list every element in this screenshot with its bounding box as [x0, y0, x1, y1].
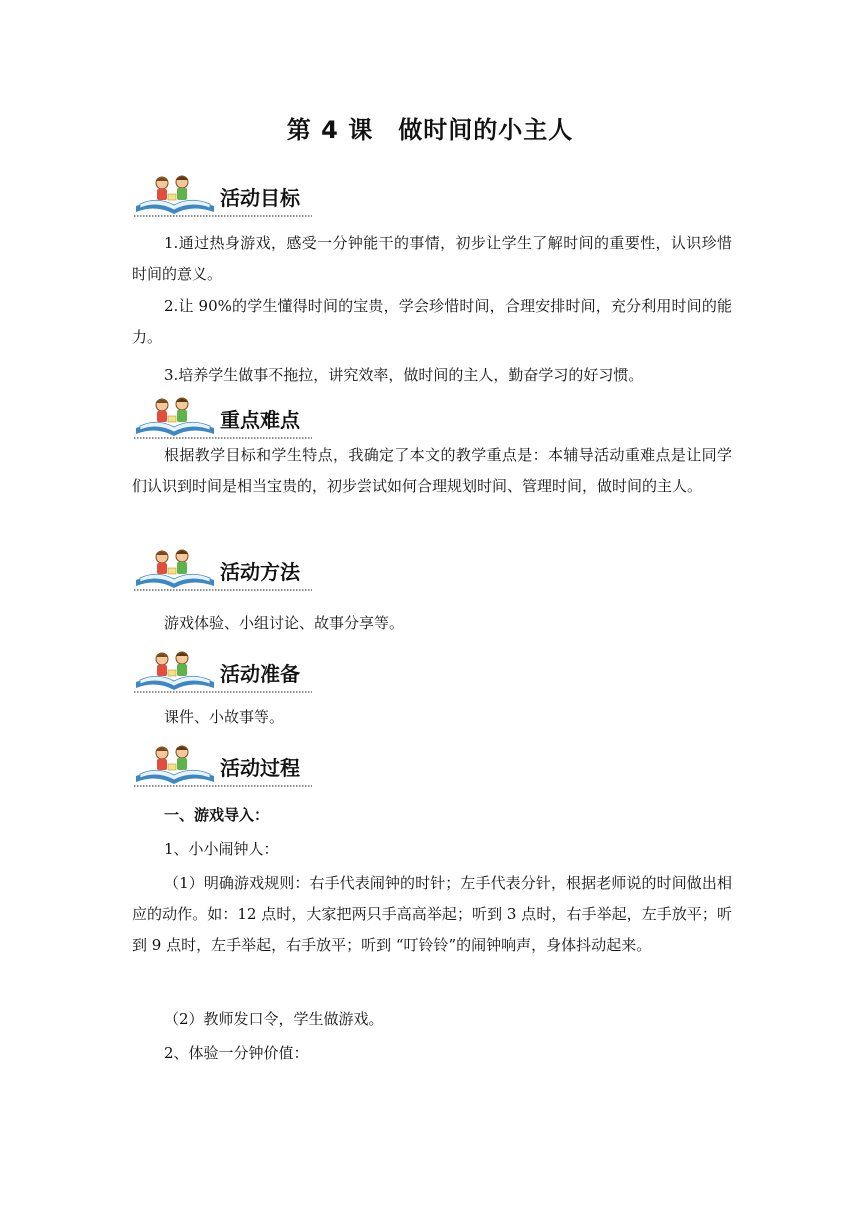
process-item1: 1、小小闹钟人：	[164, 840, 279, 858]
section-header-key	[130, 392, 330, 444]
process-step1: （1）明确游戏规则：右手代表闹钟的时针；左手代表分针，根据老师说的时间做出相应的动作。如：12 点时，大家把两只手高高举起；听到 3 点时，右手举起，左手放平；听到 9 点时，左手举起，右手放平；听到 “叮铃铃”的闹钟响声，身体抖动起来。	[132, 874, 732, 954]
prep-text: 课件、小故事等。	[164, 708, 285, 726]
section-header-method	[130, 544, 330, 596]
goal-3: 3.培养学生做事不拖拉，讲究效率，做时间的主人，勤奋学习的好习惯。	[164, 366, 644, 384]
section-header-process	[130, 740, 330, 792]
process-item2: 2、体验一分钟价值：	[164, 1044, 309, 1062]
method-text: 游戏体验、小组讨论、故事分享等。	[164, 614, 405, 632]
key-text: 根据教学目标和学生特点，我确定了本文的教学重点是：本辅导活动重难点是让同学们认识到时间是相当宝贵的，初步尝试如何合理规划时间、管理时间，做时间的主人。	[132, 446, 732, 495]
process-step2: （2）教师发口令，学生做游戏。	[164, 1010, 384, 1028]
section-title-goals: 活动目标	[220, 186, 300, 210]
section-title-method: 活动方法	[220, 560, 300, 584]
goal-1: 1.通过热身游戏，感受一分钟能干的事情，初步让学生了解时间的重要性，认识珍惜时间的意义。	[132, 234, 732, 283]
section-title-prep: 活动准备	[220, 662, 300, 686]
section-title-key: 重点难点	[220, 408, 300, 432]
goal-2: 2.让 90%的学生懂得时间的宝贵，学会珍惜时间，合理安排时间，充分利用时间的能力。	[132, 297, 732, 346]
section-header-prep	[130, 646, 330, 698]
section-header-goals	[130, 170, 330, 222]
section-title-process: 活动过程	[220, 756, 300, 780]
process-part1: 一、游戏导入：	[164, 806, 270, 824]
page-title: 第 4 课 做时间的小主人	[286, 116, 574, 144]
